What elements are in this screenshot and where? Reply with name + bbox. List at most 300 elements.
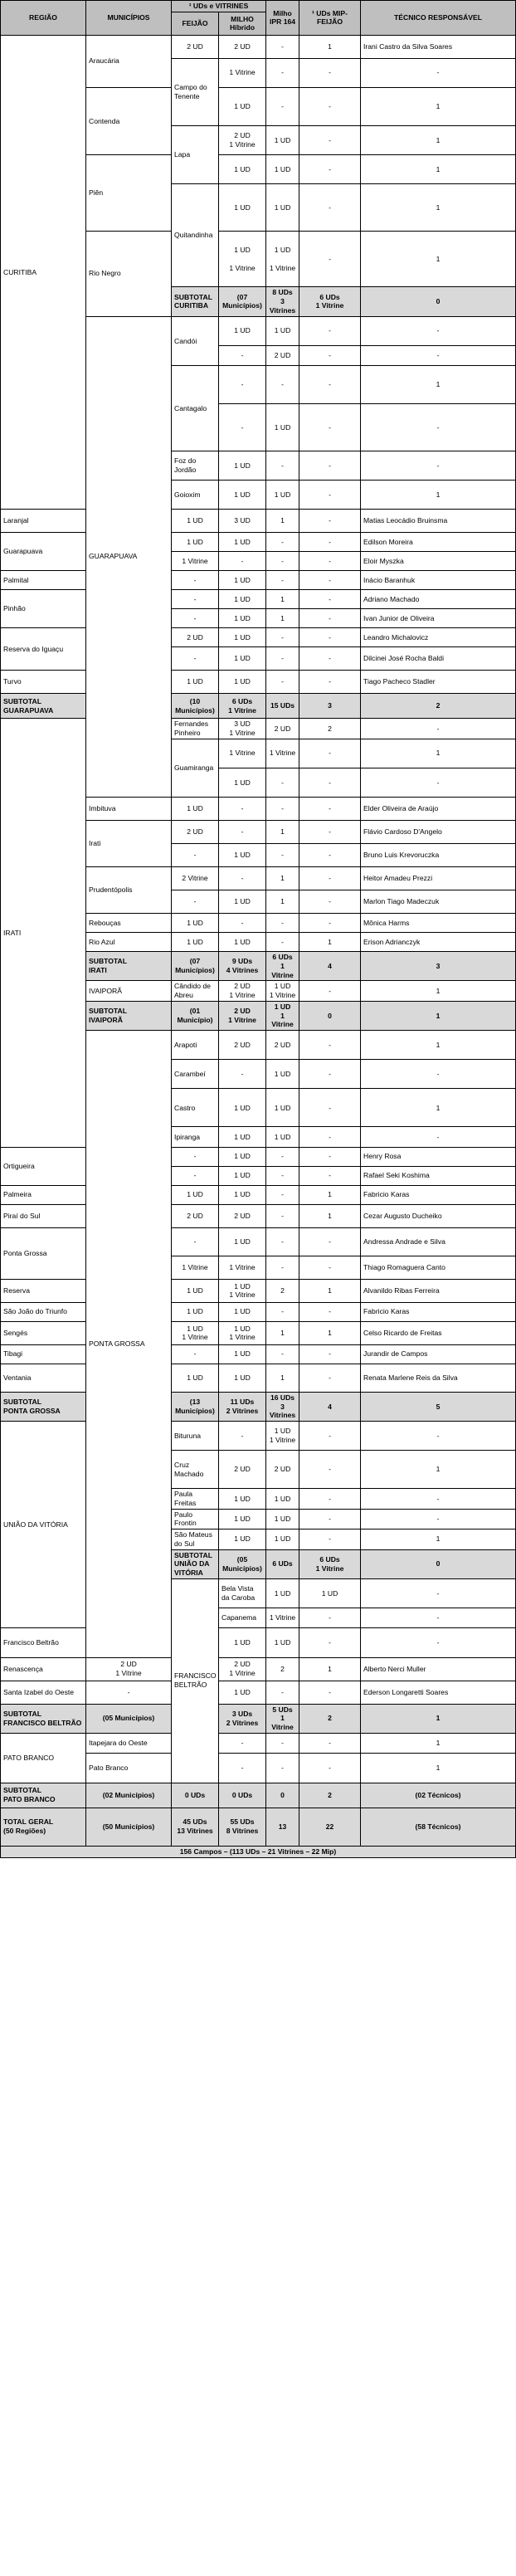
ipr-cell (299, 1060, 361, 1089)
mip-cell (299, 609, 361, 628)
milho-cell (219, 1227, 266, 1256)
feijao-cell (219, 1089, 266, 1127)
municipio-cell-text: Rebouças (89, 918, 121, 927)
ipr-cell-text: - (436, 1588, 440, 1598)
feijao-cell-text: - (193, 1171, 197, 1180)
subtotal-ipr-text: 0 (280, 1790, 285, 1799)
total-milho (219, 1808, 266, 1846)
ipr-cell (299, 1489, 361, 1509)
ipr-cell (266, 533, 299, 552)
mip-cell-text: 1 (328, 937, 332, 946)
milho-cell-text: 1 UD (274, 490, 291, 499)
milho-cell-text: 1 UD (274, 164, 291, 173)
municipio-cell (1, 1681, 86, 1704)
ipr-cell (299, 1089, 361, 1127)
region-cell (172, 1578, 219, 1783)
feijao-cell (172, 798, 219, 821)
mip-cell-text: - (329, 556, 331, 565)
municipio-cell-text: Palmeira (3, 1190, 32, 1199)
table-row (1, 1344, 516, 1364)
mip-cell (361, 1733, 516, 1753)
tecnico-cell-text: Andressa Andrade e Silva (363, 1237, 445, 1246)
milho-cell-text: 1 UD (274, 1132, 291, 1141)
feijao-cell (172, 1166, 219, 1185)
mip-cell (299, 1279, 361, 1302)
milho-cell-text: - (329, 1613, 331, 1622)
milho-cell-text: 2 UD (234, 41, 251, 51)
subtotal-row (1, 1392, 516, 1421)
feijao-cell-text: 1 UD (234, 1494, 251, 1503)
feijao-cell-text: 1 UD (187, 677, 203, 686)
milho-cell-text: 1 Vitrine (229, 1262, 256, 1271)
feijao-cell-text: 1 UD (234, 461, 251, 470)
ipr-cell-text: - (329, 68, 331, 77)
municipio-cell (1, 1227, 86, 1279)
municipio-cell (172, 1509, 219, 1529)
ipr-cell-text: 2 (280, 1664, 285, 1673)
subtotal-municipios-text: (01 Município) (177, 1007, 213, 1024)
tecnico-cell (361, 552, 516, 571)
ipr-cell (266, 914, 299, 933)
mip-cell (361, 1060, 516, 1089)
municipio-cell (1, 1302, 86, 1321)
milho-cell (219, 671, 266, 694)
ipr-cell (266, 890, 299, 914)
feijao-cell (172, 1227, 219, 1256)
feijao-cell-text: 1 UD 1 Vitrine (182, 1324, 208, 1342)
subtotal-row (1, 1704, 516, 1733)
mip-cell (361, 768, 516, 797)
tecnico-cell-text: Celso Ricardo de Freitas (363, 1328, 442, 1337)
municipio-cell-text: Rio Negro (89, 269, 121, 278)
municipio-cell (86, 867, 172, 914)
milho-cell (266, 1060, 299, 1089)
milho-cell (219, 1657, 266, 1681)
milho-cell-text: 1 UD 1 Vitrine (269, 246, 296, 272)
municipio-cell-text: Pato Branco (89, 1764, 129, 1773)
mip-cell-text: - (329, 537, 331, 546)
ipr-cell (299, 1530, 361, 1549)
subtotal-ipr-text: 0 (436, 297, 441, 306)
ipr-cell (266, 510, 299, 533)
ipr-cell-text: - (281, 918, 284, 927)
mip-cell-text: 1 (436, 749, 441, 758)
tecnico-cell (361, 1279, 516, 1302)
feijao-cell (172, 590, 219, 609)
milho-cell-text: - (281, 1764, 284, 1773)
header-municipios: MUNICÍPIOS (86, 1, 172, 36)
milho-cell-text: 1 UD (234, 575, 251, 584)
total-milho-text: 55 UDs 8 Vitrines (226, 1817, 259, 1836)
milho-cell-text: 1 UD (234, 1687, 251, 1696)
feijao-cell-text: 2 UD (187, 827, 203, 837)
ipr-cell (266, 671, 299, 694)
mip-cell (299, 1185, 361, 1204)
feijao-cell-text: 2 UD (234, 1040, 251, 1049)
feijao-cell-text: - (241, 1764, 244, 1773)
municipio-cell (1, 590, 86, 628)
table-row (1, 1628, 516, 1657)
milho-cell (219, 1256, 266, 1279)
feijao-cell-text: 1 UD (187, 1190, 203, 1199)
feijao-cell-text: 1 UD (234, 1534, 251, 1544)
mip-cell-text: 1 (436, 490, 441, 499)
mip-cell (361, 1509, 516, 1529)
table-body (1, 35, 516, 1808)
feijao-cell (266, 1608, 299, 1627)
table-row (1, 628, 516, 647)
ipr-cell (299, 481, 361, 510)
ipr-cell (266, 844, 299, 867)
tecnico-cell (361, 1321, 516, 1344)
milho-cell-text: 1 UD (234, 1307, 251, 1316)
municipio-cell (172, 1530, 219, 1549)
mip-cell (299, 1657, 361, 1681)
ipr-cell-text: - (281, 851, 284, 860)
tecnico-cell-text: Adriano Machado (363, 594, 420, 603)
mip-cell (299, 1321, 361, 1344)
subtotal-ipr (299, 1392, 361, 1421)
mip-cell (361, 739, 516, 768)
subtotal-region-text: SUBTOTAL IVAIPORÃ (89, 1007, 127, 1024)
municipio-cell-text: Carambeí (174, 1069, 206, 1078)
feijao-cell-text: 2 UD (234, 1465, 251, 1474)
ipr-cell-text: - (281, 632, 284, 642)
table-row (1, 671, 516, 694)
milho-cell-text: 1 UD (274, 1103, 291, 1112)
feijao-cell (172, 533, 219, 552)
ipr-cell-text: 1 (280, 874, 285, 883)
feijao-cell (266, 1578, 299, 1608)
feijao-cell (172, 867, 219, 890)
tecnico-cell (361, 914, 516, 933)
ipr-cell (299, 981, 361, 1001)
ipr-cell (266, 1321, 299, 1344)
subtotal-region-text: SUBTOTAL PONTA GROSSA (3, 1398, 61, 1415)
milho-cell (266, 1530, 299, 1549)
municipio-cell-text: Ponta Grossa (3, 1248, 47, 1257)
header-feijao: FEIJÃO (172, 12, 219, 35)
municipio-cell-text: Sengés (3, 1328, 28, 1337)
feijao-cell-text: 1 UD (187, 804, 203, 813)
ipr-cell-text: - (329, 778, 331, 787)
mip-cell (299, 590, 361, 609)
subtotal-ipr-text: 0 (328, 1011, 332, 1020)
subtotal-mip (361, 1392, 516, 1421)
header-uds-vitrines: ¹ UDs e VITRINES (172, 1, 266, 12)
feijao-cell-text: - (193, 851, 197, 860)
table-header (1, 1, 516, 36)
ipr-cell-text: - (329, 1764, 331, 1773)
region-cell-text: IVAIPORÃ (89, 986, 122, 995)
municipio-cell-text: Rio Azul (89, 937, 115, 946)
feijao-cell (219, 231, 266, 286)
feijao-cell-text: - (241, 1069, 244, 1078)
header-tecnico: TÉCNICO RESPONSÁVEL (361, 1, 516, 36)
municipio-cell (172, 1489, 219, 1509)
ipr-cell (266, 1279, 299, 1302)
tecnico-cell-text: Tiago Pacheco Stadler (363, 677, 436, 686)
milho-cell (266, 184, 299, 232)
mip-cell (361, 345, 516, 365)
subtotal-region-text: SUBTOTAL UNIÃO DA VITÓRIA (174, 1550, 212, 1578)
subtotal-mip-text: 1 (436, 1011, 441, 1020)
municipio-cell-text: Imbituva (89, 804, 116, 813)
subtotal-milho (266, 952, 299, 981)
milho-cell (266, 1451, 299, 1489)
ipr-cell (299, 1127, 361, 1147)
ipr-cell (266, 1166, 299, 1185)
milho-cell-text: - (281, 68, 284, 77)
feijao-cell-text: 2 UD 1 Vitrine (229, 982, 256, 1000)
subtotal-feijao-text: 6 UDs 1 Vitrine (228, 697, 256, 715)
table-row (1, 1321, 516, 1344)
milho-cell (266, 316, 299, 345)
municipio-cell-text: Itapejara do Oeste (89, 1739, 148, 1748)
feijao-cell-text: 1 UD (187, 1286, 203, 1295)
ipr-cell (266, 821, 299, 844)
municipio-cell-text: Bituruna (174, 1431, 202, 1440)
mip-cell (299, 890, 361, 914)
milho-cell (219, 628, 266, 647)
mip-cell-text: - (329, 1171, 331, 1180)
table-row (1, 1185, 516, 1204)
mip-cell-text: - (329, 1349, 331, 1359)
ipr-cell (266, 1147, 299, 1166)
ipr-cell (361, 1578, 516, 1608)
subtotal-mip-text: 1 (436, 1714, 441, 1723)
ipr-cell (299, 739, 361, 768)
milho-cell (219, 1344, 266, 1364)
milho-cell (266, 719, 299, 739)
subtotal-ipr (299, 694, 361, 719)
municipio-cell-text: Goioxim (174, 490, 201, 499)
tecnico-cell-text: Flávio Cardoso D'Angelo (363, 827, 442, 837)
feijao-cell (172, 933, 219, 952)
mip-cell (299, 1166, 361, 1185)
feijao-cell-text: 1 UD (187, 516, 203, 525)
municipio-cell (1, 571, 86, 590)
ipr-cell-text: 1 (280, 613, 285, 622)
mip-cell-text: 1 (436, 380, 441, 389)
milho-cell-text: 1 UD 1 Vitrine (269, 1427, 296, 1445)
ipr-cell-text: - (329, 986, 331, 995)
ipr-cell-text: - (329, 1739, 331, 1748)
ipr-cell-text: - (329, 461, 331, 470)
milho-cell (219, 821, 266, 844)
subtotal-milho (266, 1001, 299, 1030)
mip-cell (299, 671, 361, 694)
municipio-cell-text: Turvo (3, 677, 22, 686)
feijao-cell-text: - (193, 1349, 197, 1359)
milho-cell (266, 1031, 299, 1060)
municipio-cell (172, 125, 219, 183)
ipr-cell (266, 933, 299, 952)
feijao-cell (219, 1733, 266, 1753)
tecnico-cell (361, 590, 516, 609)
ipr-cell-text: 2 (280, 1286, 285, 1295)
milho-cell-text: - (241, 874, 244, 883)
subtotal-feijao-text: 9 UDs 4 Vitrines (226, 957, 259, 975)
feijao-cell-text: 1 UD (234, 1103, 251, 1112)
mip-cell (299, 1344, 361, 1364)
mip-cell (361, 719, 516, 739)
mip-cell-text: 1 (436, 1465, 441, 1474)
subtotal-municipios (172, 694, 219, 719)
municipio-cell-text: Campo do Tenente (174, 83, 207, 100)
subtotal-milho (299, 287, 361, 316)
table-row (1, 1279, 516, 1302)
feijao-cell (219, 1628, 266, 1657)
municipio-cell (172, 1060, 219, 1089)
subtotal-feijao (266, 1549, 299, 1578)
subtotal-region (1, 694, 86, 719)
table-row (1, 1147, 516, 1166)
milho-cell-text: 1 UD (234, 937, 251, 946)
header-milho-ipr: Milho IPR 164 (266, 1, 299, 36)
ipr-cell-text: - (329, 380, 331, 389)
region-cell (86, 981, 172, 1001)
milho-cell-text: 1 UD (274, 422, 291, 432)
subtotal-region-text: SUBTOTAL FRANCISCO BELTRÃO (3, 1710, 82, 1727)
ipr-cell (266, 1344, 299, 1364)
subtotal-feijao-text: 8 UDs 3 Vitrines (269, 288, 296, 315)
feijao-cell-text: 1 Vitrine (229, 68, 256, 77)
mip-cell (361, 1127, 516, 1147)
ipr-cell (266, 1657, 299, 1681)
tecnico-cell-text: Ivan Junior de Oliveira (363, 613, 435, 622)
tecnico-cell-text: Irani Castro da Silva Soares (363, 41, 453, 51)
municipio-cell-text: Paulo Frontin (174, 1510, 197, 1528)
municipio-cell (172, 316, 219, 366)
milho-cell (219, 1185, 266, 1204)
ipr-cell-text: - (281, 1307, 284, 1316)
ipr-cell (299, 1451, 361, 1489)
feijao-cell (219, 1060, 266, 1089)
mip-cell (361, 366, 516, 404)
milho-cell (219, 867, 266, 890)
mip-cell-text: 1 (436, 1534, 441, 1544)
ipr-cell-text: - (329, 490, 331, 499)
tecnico-cell-text: Heitor Amadeu Prezzi (363, 874, 433, 883)
feijao-cell-text: - (193, 1237, 197, 1246)
mip-cell-text: 1 (328, 41, 332, 51)
subtotal-region-text: SUBTOTAL PATO BRANCO (3, 1786, 56, 1804)
feijao-cell (172, 890, 219, 914)
milho-cell-text: 1 UD (234, 594, 251, 603)
tecnico-cell-text: Fabricio Karas (363, 1190, 410, 1199)
feijao-cell (172, 647, 219, 671)
subtotal-ipr (299, 1704, 361, 1733)
ipr-cell (299, 231, 361, 286)
ipr-cell (299, 451, 361, 480)
milho-cell-text: - (241, 556, 244, 565)
ipr-cell-text: - (281, 1262, 284, 1271)
table-row (1, 1227, 516, 1256)
municipio-cell (1, 1321, 86, 1344)
mip-cell (361, 1031, 516, 1060)
milho-cell (266, 1509, 299, 1529)
table-row (1, 719, 516, 739)
feijao-cell (172, 510, 219, 533)
feijao-cell-text: 2 UD (187, 1211, 203, 1220)
feijao-cell (172, 1344, 219, 1364)
region-cell (86, 1031, 172, 1658)
ipr-cell-text: - (281, 575, 284, 584)
subtotal-ipr (266, 1783, 299, 1808)
table-row (1, 533, 516, 552)
ipr-cell-text: - (281, 1237, 284, 1246)
ipr-cell (266, 647, 299, 671)
municipio-cell-text: Prudentópolis (89, 886, 133, 895)
ipr-cell-text: - (329, 326, 331, 335)
feijao-cell (172, 671, 219, 694)
feijao-cell-text: 1 Vitrine (182, 1262, 208, 1271)
feijao-cell-text: - (127, 1687, 130, 1696)
municipio-cell (172, 1127, 219, 1147)
mip-cell (361, 1489, 516, 1509)
feijao-cell (172, 1204, 219, 1227)
feijao-cell (172, 1147, 219, 1166)
milho-cell (219, 798, 266, 821)
ipr-cell (299, 366, 361, 404)
mip-cell-text: 1 (436, 986, 441, 995)
municipio-cell (86, 914, 172, 933)
mip-cell-text: 1 (436, 164, 441, 173)
feijao-cell (172, 552, 219, 571)
subtotal-feijao (219, 1001, 266, 1030)
subtotal-region (1, 1783, 86, 1808)
tecnico-cell (361, 844, 516, 867)
municipio-cell (86, 798, 172, 821)
municipio-cell (1, 510, 86, 533)
ipr-cell-text: - (281, 41, 284, 51)
subtotal-row (1, 694, 516, 719)
subtotal-municipios (219, 1549, 266, 1578)
municipio-cell (219, 1608, 266, 1627)
milho-cell-text: 1 Vitrine (269, 749, 296, 758)
municipio-cell (172, 1089, 219, 1127)
mip-cell (299, 1681, 361, 1704)
ipr-cell-text: - (329, 1069, 331, 1078)
tecnico-cell (361, 1185, 516, 1204)
feijao-cell-text: 2 UD (187, 632, 203, 642)
ipr-cell (266, 590, 299, 609)
municipio-cell-text: Laranjal (3, 516, 29, 525)
mip-cell (299, 1204, 361, 1227)
mip-cell-text: - (329, 575, 331, 584)
subtotal-milho (266, 694, 299, 719)
subtotal-mip-text: 5 (436, 1402, 441, 1411)
municipio-cell-text: Capanema (221, 1613, 257, 1622)
milho-cell (266, 1489, 299, 1509)
total-mip: 22 (299, 1808, 361, 1846)
tecnico-cell (361, 1227, 516, 1256)
milho-cell (219, 1364, 266, 1392)
municipio-cell-text: Cruz Machado (174, 1460, 204, 1478)
mip-cell-text: - (329, 827, 331, 837)
subtotal-milho-text: 6 UDs 1 Vitrine (315, 1554, 344, 1573)
feijao-cell-text: 2 UD 1 Vitrine (229, 131, 256, 149)
milho-cell (219, 1147, 266, 1166)
feijao-cell-text: - (193, 594, 197, 603)
feijao-cell (172, 914, 219, 933)
ipr-cell (299, 58, 361, 87)
milho-cell-text: - (241, 804, 244, 813)
milho-cell (219, 609, 266, 628)
tecnico-cell-text: Marlon Tiago Madeczuk (363, 897, 440, 906)
municipio-cell-text: Cantagalo (174, 403, 207, 412)
